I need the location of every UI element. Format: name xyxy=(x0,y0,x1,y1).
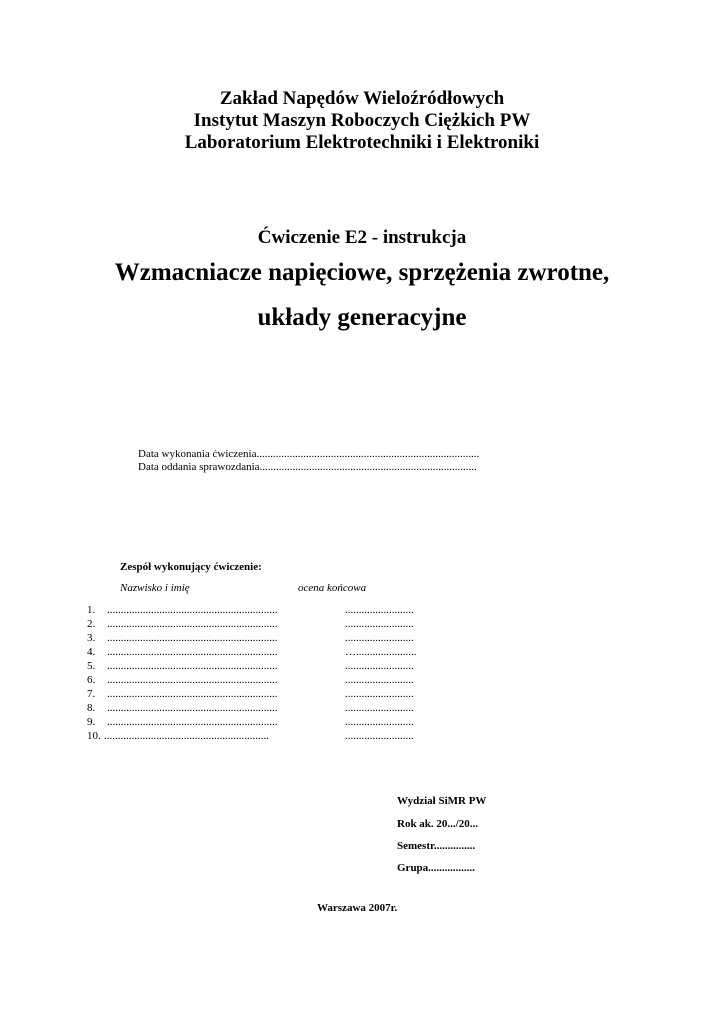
row-number: 3. xyxy=(87,632,96,644)
name-field: .............................................................. xyxy=(107,632,278,644)
group-field: Grupa................. xyxy=(397,862,475,874)
date-performed-field: Data wykonania ćwiczenia................................................................................. xyxy=(138,448,480,460)
name-field: .............................................................. xyxy=(107,688,278,700)
row-number: 10. xyxy=(87,730,101,742)
exercise-label: Ćwiczenie E2 - instrukcja xyxy=(257,227,467,248)
name-field: .............................................................. xyxy=(107,604,278,616)
name-field: ............................................................ xyxy=(104,730,269,742)
row-number: 9. xyxy=(87,716,96,728)
list-item xyxy=(87,603,437,617)
list-item xyxy=(87,645,437,659)
grade-field: ......................... xyxy=(345,730,414,742)
row-number: 7. xyxy=(87,688,96,700)
list-item xyxy=(87,631,437,645)
team-heading: Zespół wykonujący ćwiczenie: xyxy=(120,561,262,573)
name-field: .............................................................. xyxy=(107,702,278,714)
laboratory-name: Laboratorium Elektrotechniki i Elektroniki xyxy=(184,132,540,153)
exercise-title-line1: Wzmacniacze napięciowe, sprzężenia zwrotne, xyxy=(114,259,610,286)
row-number: 8. xyxy=(87,702,96,714)
name-field: .............................................................. xyxy=(107,646,278,658)
grade-field: ......................... xyxy=(345,660,414,672)
column-name-header: Nazwisko i imię xyxy=(120,582,190,594)
department-name: Zakład Napędów Wieloźródłowych xyxy=(219,88,505,109)
grade-field: ......................... xyxy=(345,702,414,714)
row-number: 4. xyxy=(87,646,96,658)
list-item xyxy=(87,659,437,673)
grade-field: ......................... xyxy=(345,716,414,728)
grade-field: ......................... xyxy=(345,674,414,686)
semester-field: Semestr............... xyxy=(397,840,476,852)
grade-field: ......................... xyxy=(345,618,414,630)
row-number: 6. xyxy=(87,674,96,686)
grade-field: ......................... xyxy=(345,632,414,644)
academic-year-field: Rok ak. 20.../20... xyxy=(397,818,478,830)
name-field: .............................................................. xyxy=(107,660,278,672)
list-item xyxy=(87,673,437,687)
row-number: 5. xyxy=(87,660,96,672)
city-date: Warszawa 2007r. xyxy=(317,902,398,914)
list-item xyxy=(87,701,437,715)
row-number: 1. xyxy=(87,604,96,616)
name-field: .............................................................. xyxy=(107,618,278,630)
exercise-title-line2: układy generacyjne xyxy=(257,304,467,331)
column-grade-header: ocena końcowa xyxy=(298,582,367,594)
institute-name: Instytut Maszyn Roboczych Ciężkich PW xyxy=(193,110,531,131)
grade-field: …...................... xyxy=(345,646,417,658)
list-item xyxy=(87,617,437,631)
grade-field: ......................... xyxy=(345,604,414,616)
grade-field: ......................... xyxy=(345,688,414,700)
date-submitted-field: Data oddania sprawozdania............................................................................... xyxy=(138,461,477,473)
name-field: .............................................................. xyxy=(107,674,278,686)
list-item xyxy=(87,715,437,729)
list-item xyxy=(87,729,437,743)
row-number: 2. xyxy=(87,618,96,630)
list-item xyxy=(87,687,437,701)
faculty-label: Wydział SiMR PW xyxy=(397,795,487,807)
name-field: .............................................................. xyxy=(107,716,278,728)
